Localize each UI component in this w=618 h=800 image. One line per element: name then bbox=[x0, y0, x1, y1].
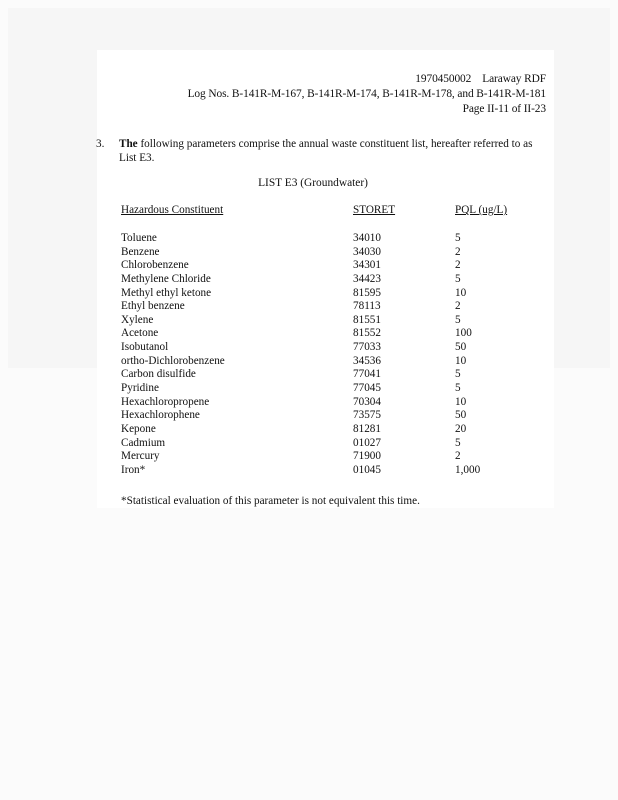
column-header-constituent: Hazardous Constituent bbox=[121, 204, 224, 216]
column-header-pql: PQL (ug/L) bbox=[455, 204, 508, 216]
column-header-storet: STORET bbox=[353, 204, 396, 216]
storet-code: 34030 bbox=[353, 245, 381, 258]
constituent-name: Carbon disulfide bbox=[121, 368, 196, 381]
storet-code: 34536 bbox=[353, 354, 381, 367]
table-row bbox=[0, 273, 618, 287]
table-row bbox=[0, 368, 618, 382]
constituent-name: ortho-Dichlorobenzene bbox=[121, 354, 225, 367]
constituent-name: Kepone bbox=[121, 422, 156, 435]
constituent-name: Iron* bbox=[121, 463, 146, 476]
table-row bbox=[0, 423, 618, 437]
constituent-name: Chlorobenzene bbox=[121, 259, 189, 272]
constituent-name: Ethyl benzene bbox=[121, 300, 185, 313]
table-row bbox=[0, 327, 618, 341]
constituent-name: Pyridine bbox=[121, 382, 159, 395]
table-row bbox=[0, 341, 618, 355]
table-row bbox=[0, 464, 618, 478]
storet-code: 70304 bbox=[353, 395, 381, 408]
item-number: 3. bbox=[96, 138, 105, 150]
table-row bbox=[0, 314, 618, 328]
table-row bbox=[0, 287, 618, 301]
pql-value: 2 bbox=[455, 450, 461, 463]
table-row bbox=[0, 409, 618, 423]
storet-code: 81595 bbox=[353, 286, 381, 299]
pql-value: 5 bbox=[455, 313, 461, 326]
item-paragraph bbox=[119, 137, 549, 165]
storet-code: 34010 bbox=[353, 232, 381, 244]
pql-value: 2 bbox=[455, 300, 461, 313]
pql-value: 100 bbox=[455, 327, 472, 340]
storet-code: 81552 bbox=[353, 327, 381, 340]
constituent-name: Isobutanol bbox=[121, 341, 169, 354]
constituent-table bbox=[0, 232, 618, 478]
constituent-name: Toluene bbox=[121, 232, 157, 244]
pql-value: 20 bbox=[455, 422, 467, 435]
pql-value: 5 bbox=[455, 436, 461, 449]
table-row bbox=[0, 450, 618, 464]
constituent-name: Cadmium bbox=[121, 436, 166, 449]
item-body: following parameters comprise the annual waste constituent list, hereafter referred to as List E3. bbox=[119, 138, 533, 164]
pql-value: 50 bbox=[455, 341, 467, 354]
table-row bbox=[0, 246, 618, 260]
table-row bbox=[0, 232, 618, 246]
pql-value: 5 bbox=[455, 272, 461, 285]
pql-value: 10 bbox=[455, 395, 467, 408]
footnote: *Statistical evaluation of this parameter is not equivalent this time. bbox=[121, 495, 420, 507]
storet-code: 77033 bbox=[353, 341, 381, 354]
pql-value: 1,000 bbox=[455, 463, 481, 476]
table-row bbox=[0, 300, 618, 314]
storet-code: 81281 bbox=[353, 422, 381, 435]
pql-value: 5 bbox=[455, 232, 461, 244]
constituent-name: Hexachlorophene bbox=[121, 409, 200, 422]
constituent-name: Methyl ethyl ketone bbox=[121, 286, 212, 299]
pql-value: 5 bbox=[455, 368, 461, 381]
list-title: LIST E3 (Groundwater) bbox=[258, 177, 368, 189]
constituent-name: Acetone bbox=[121, 327, 159, 340]
storet-code: 77041 bbox=[353, 368, 381, 381]
storet-code: 34423 bbox=[353, 272, 381, 285]
table-row bbox=[0, 355, 618, 369]
page-number: Page II-11 of II-23 bbox=[462, 103, 546, 115]
table-row bbox=[0, 259, 618, 273]
log-numbers-line: Log Nos. B-141R-M-167, B-141R-M-174, B-141R-M-178, and B-141R-M-181 bbox=[187, 88, 546, 100]
facility-id-line: 1970450002 Laraway RDF bbox=[415, 73, 546, 85]
pql-value: 5 bbox=[455, 382, 461, 395]
item-lead-word: The bbox=[119, 138, 138, 150]
document-header bbox=[188, 72, 546, 117]
constituent-name: Mercury bbox=[121, 450, 160, 463]
table-row bbox=[0, 437, 618, 451]
constituent-name: Benzene bbox=[121, 245, 160, 258]
constituent-name: Hexachloropropene bbox=[121, 395, 210, 408]
storet-code: 01045 bbox=[353, 463, 381, 476]
storet-code: 81551 bbox=[353, 313, 381, 326]
constituent-name: Methylene Chloride bbox=[121, 272, 211, 285]
pql-value: 2 bbox=[455, 245, 461, 258]
pql-value: 10 bbox=[455, 286, 467, 299]
storet-code: 77045 bbox=[353, 382, 381, 395]
pql-value: 2 bbox=[455, 259, 461, 272]
storet-code: 34301 bbox=[353, 259, 381, 272]
storet-code: 73575 bbox=[353, 409, 381, 422]
storet-code: 78113 bbox=[353, 300, 381, 313]
table-row bbox=[0, 396, 618, 410]
table-row bbox=[0, 382, 618, 396]
constituent-name: Xylene bbox=[121, 313, 154, 326]
storet-code: 01027 bbox=[353, 436, 381, 449]
pql-value: 50 bbox=[455, 409, 467, 422]
pql-value: 10 bbox=[455, 354, 467, 367]
storet-code: 71900 bbox=[353, 450, 381, 463]
